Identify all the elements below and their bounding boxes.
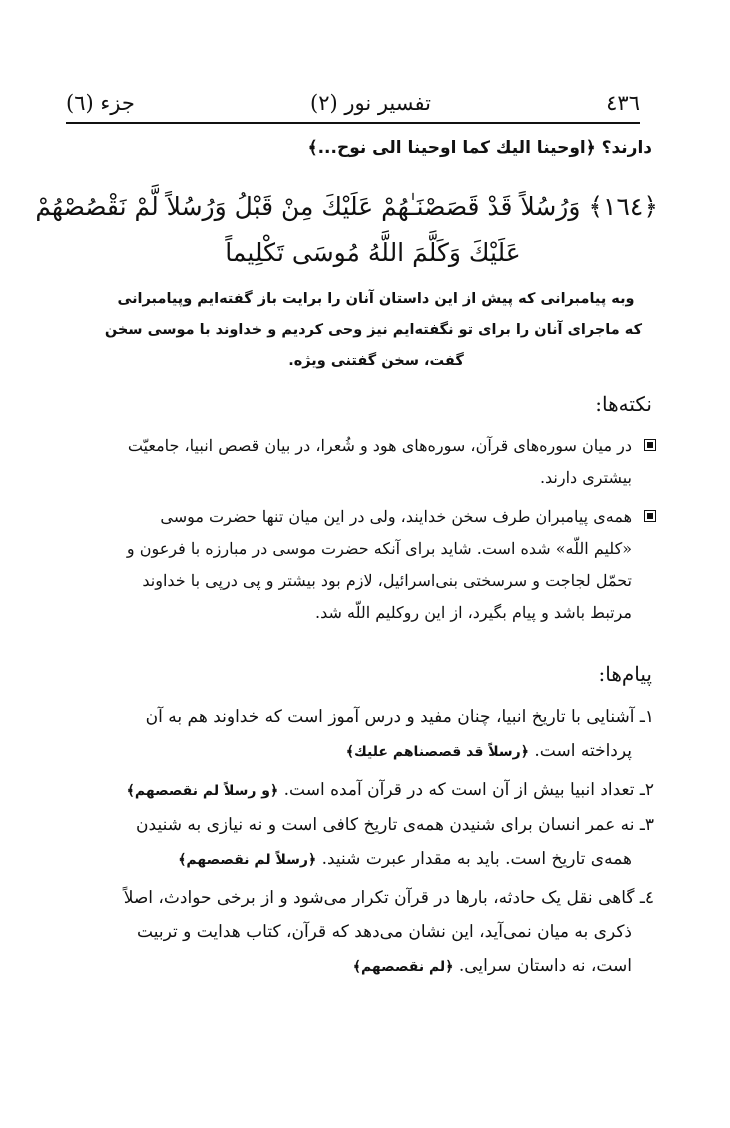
- message-item: [84, 881, 654, 984]
- translation-line-3: گفت، سخن گفتنى ويژه.: [288, 353, 464, 369]
- translation-line-2: كه ماجراى آنان را براى تو نگفته‌ايم نيز وحى كرديم و خداوند با موسى سخن: [104, 322, 642, 338]
- note-line: بیشتری دارند.: [539, 468, 632, 487]
- message-text: همه‌ی تاریخ است. باید به مقدار عبرت شنید.: [321, 849, 632, 869]
- note-item: [86, 430, 656, 494]
- note-item: [86, 501, 656, 629]
- quran-quote: ﴿رسلاً قد قصصناهم عليك﴾: [345, 744, 529, 760]
- message-text: ٢ـ تعداد انبیا بیش از آن است که در قرآن آمده است.: [283, 780, 654, 800]
- quran-quote: ﴿و رسلاً لم نقصصهم﴾: [126, 783, 279, 799]
- note-line: مرتبط باشد و پیام بگیرد، از این روکلیم اللّه شد.: [315, 603, 632, 622]
- quran-quote: ﴿رسلاً لم نقصصهم﴾: [178, 852, 317, 868]
- translation-line-1: وبه پيامبرانى كه پيش از اين داستان آنان را برايت باز گفته‌ايم وپيامبرانى: [117, 291, 635, 307]
- note-line: تحمّل لجاجت و سرسختی بنی‌اسرائیل، لازم بود بیشتر و پی درپی با خداوند: [142, 571, 632, 590]
- intro-line: دارند؟ ﴿اوحينا اليك كما اوحينا الى نوح...﴾: [307, 138, 652, 158]
- message-text: است، نه داستان سرایی.: [458, 956, 632, 976]
- book-title: تفسیر نور (٢): [309, 91, 431, 115]
- notes-heading: نکته‌ها:: [595, 392, 652, 416]
- verse-line-1: ﴿١٦٤﴾ وَرُسُلاً قَدْ قَصَصْنَـٰهُمْ عَلَيْكَ مِنْ قَبْلُ وَرُسُلاً لَّمْ نَقْصُصْهُمْ: [35, 192, 658, 221]
- message-line: [84, 842, 654, 877]
- part-label: جزء (٦): [66, 91, 135, 115]
- quran-verse: [35, 184, 658, 276]
- page-number: ٤٣٦: [606, 91, 640, 115]
- message-line: ١ـ آشنایی با تاریخ انبیا، چنان مفید و درس آموز است که خداوند هم به آن: [145, 707, 654, 727]
- bullet-square-icon: [644, 510, 656, 522]
- note-line: همه‌ی پیامبران طرف سخن خدایند، ولی در این میان تنها حضرت موسی: [160, 507, 632, 526]
- message-item: [84, 808, 654, 877]
- quran-quote: ﴿لم نقصصهم﴾: [352, 959, 454, 975]
- verse-translation: [104, 284, 642, 377]
- message-line: ذکری به میان نمی‌آید، این نشان می‌دهد که قرآن، کتاب هدایت و تربیت: [137, 922, 632, 942]
- verse-line-2: عَلَيْكَ وَكَلَّمَ اللَّهُ مُوسَى تَكْلِيماً: [225, 238, 521, 267]
- page-header: [66, 84, 640, 124]
- message-line: ٣ـ نه عمر انسان برای شنیدن همه‌ی تاریخ کافی است و نه نیازی به شنیدن: [136, 815, 654, 835]
- message-text: پرداخته است.: [534, 741, 632, 761]
- message-line: ٤ـ گاهی نقل یک حادثه، بارها در قرآن تکرار می‌شود و از برخی حوادث، اصلاً: [123, 888, 654, 908]
- message-line: [84, 949, 654, 984]
- message-line: [84, 773, 654, 808]
- message-item: [84, 700, 654, 769]
- message-line: [84, 734, 654, 769]
- messages-heading: پیام‌ها:: [598, 662, 652, 686]
- note-line: در میان سوره‌های قرآن، سوره‌های هود و شُعرا، در بیان قصص انبیا، جامعیّت: [127, 436, 632, 455]
- message-item: [84, 773, 654, 808]
- note-line: «کلیم اللّه» شده است. شاید برای آنکه حضرت موسی در مبارزه با فرعون و: [126, 539, 632, 558]
- bullet-square-icon: [644, 439, 656, 451]
